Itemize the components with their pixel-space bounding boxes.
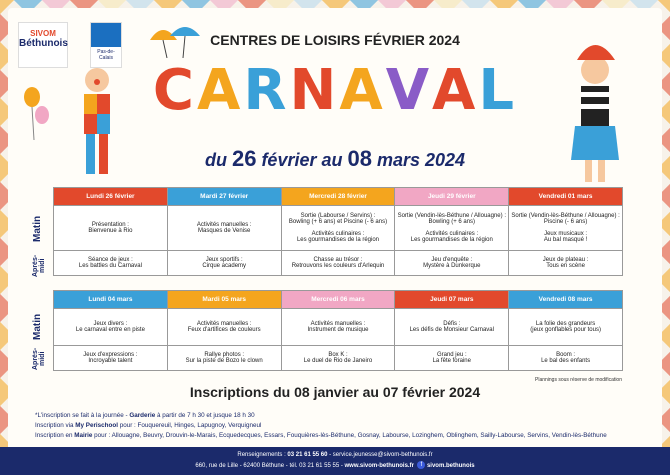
day-header: Vendredi 01 mars <box>509 188 623 206</box>
table-row <box>54 346 623 371</box>
carnaval-title <box>0 58 670 123</box>
day-header: Mercredi 28 février <box>281 188 395 206</box>
activity-cell: Jeux divers : Le carnaval entre en piste <box>54 309 168 346</box>
table-row <box>54 309 623 346</box>
activity-cell: La folie des grandeurs (jeux gonflables pour tous) <box>509 309 623 346</box>
info-block: *L'inscription se fait à la journée - Garderie à partir de 7 h 30 et jusque 18 h 30 Inscription via My Perischool pour : Fouquereuil, Hinges, Lapugnoy, Verquigneul Inscription en Mairie pour : Allouagne, Beuvry, Drouvin-le-Marais, Ecquedecques, Essars, Fouquières-lès-Béthune, Gosnay, Labourse, Lozinghem, Oblinghem, Sailly-Labourse, Servins, Vendin-lès-Béthune <box>35 412 607 439</box>
day-header: Lundi 26 février <box>54 188 168 206</box>
activity-cell: Activités manuelles : Feux d'artifices de couleurs <box>167 309 281 346</box>
activity-cell: Sortie (Vendin-lès-Béthune / Allouagne) : Bowling (+ 6 ans) Activités culinaires : Les gourmandises de la région <box>395 206 509 251</box>
sivom-logo: SIVOM Béthunois <box>18 22 68 68</box>
activity-cell: Présentation : Bienvenue à Rio <box>54 206 168 251</box>
title-letter: V <box>385 58 433 123</box>
activity-cell: Sortie (Vendin-lès-Béthune / Allouagne) : Piscine (- 6 ans) Jeux musicaux : Au bal masqué ! <box>509 206 623 251</box>
day-header: Vendredi 08 mars <box>509 291 623 309</box>
website-link[interactable]: www.sivom-bethunois.fr <box>344 463 414 469</box>
label-matin-week2: Matin <box>32 313 43 341</box>
title-letter: A <box>339 58 386 123</box>
activity-cell: Jeux sportifs : Cirque academy <box>167 251 281 276</box>
title-letter: R <box>243 58 290 123</box>
title-letter: A <box>432 58 479 123</box>
inscriptions-heading: Inscriptions du 08 janvier au 07 février 2024 <box>189 384 481 400</box>
day-header: Lundi 04 mars <box>54 291 168 309</box>
week2-table <box>53 290 623 371</box>
title-letter: N <box>289 58 340 123</box>
label-apres-midi-week1: Après-midi <box>32 254 46 278</box>
dates-line: du 26 février au 08 mars 2024 <box>204 146 466 171</box>
activity-cell: Activités manuelles : Instrument de musique <box>281 309 395 346</box>
activity-cell: Activités manuelles : Masques de Venise <box>167 206 281 251</box>
table-row <box>54 206 623 251</box>
day-header: Mardi 05 mars <box>167 291 281 309</box>
facebook-link[interactable]: sivom.bethunois <box>426 463 475 469</box>
table-row <box>54 251 623 276</box>
activity-cell: Défis : Les défis de Monsieur Carnaval <box>395 309 509 346</box>
subtitle: CENTRES DE LOISIRS FÉVRIER 2024 <box>210 32 460 48</box>
day-header: Jeudi 29 février <box>395 188 509 206</box>
week1-table <box>53 187 623 276</box>
activity-cell: Séance de jeux : Les battles du Carnaval <box>54 251 168 276</box>
title-letter: A <box>197 58 244 123</box>
day-header: Mardi 27 février <box>167 188 281 206</box>
label-matin-week1: Matin <box>32 215 43 243</box>
title-letter: L <box>478 58 518 123</box>
activity-cell: Jeux d'expressions : Incroyable talent <box>54 346 168 371</box>
reserve-note: Plannings sous réserve de modification <box>535 377 622 383</box>
activity-cell: Chasse au trésor : Retrouvons les couleurs d'Arlequin <box>281 251 395 276</box>
title-letter: C <box>152 58 198 123</box>
activity-cell: Jeu d'enquête : Mystère à Dunkerque <box>395 251 509 276</box>
facebook-icon: f <box>417 461 425 469</box>
activity-cell: Rallye photos : Sur la piste de Bozo le clown <box>167 346 281 371</box>
activity-cell: Sortie (Labourse / Servins) : Bowling (+ 6 ans) et Piscine (- 6 ans) Activités culinaires : Les gourmandises de la région <box>281 206 395 251</box>
footer: Renseignements : 03 21 61 55 60 - service.jeunesse@sivom-bethunois.fr 660, rue de Lille - 62400 Béthune - tél. 03 21 61 55 55 - www.sivom-bethunois.fr f sivom.bethunois <box>0 447 670 475</box>
activity-cell: Box K : Le duel de Rio de Janeiro <box>281 346 395 371</box>
label-apres-midi-week2: Après-midi <box>32 347 46 371</box>
day-header: Jeudi 07 mars <box>395 291 509 309</box>
activity-cell: Boom : Le bal des enfants <box>509 346 623 371</box>
activity-cell: Grand jeu : La fête foraine <box>395 346 509 371</box>
day-header: Mercredi 06 mars <box>281 291 395 309</box>
department-logo: Pas-de-Calais <box>90 22 122 68</box>
activity-cell: Jeux de plateau : Tous en scène <box>509 251 623 276</box>
